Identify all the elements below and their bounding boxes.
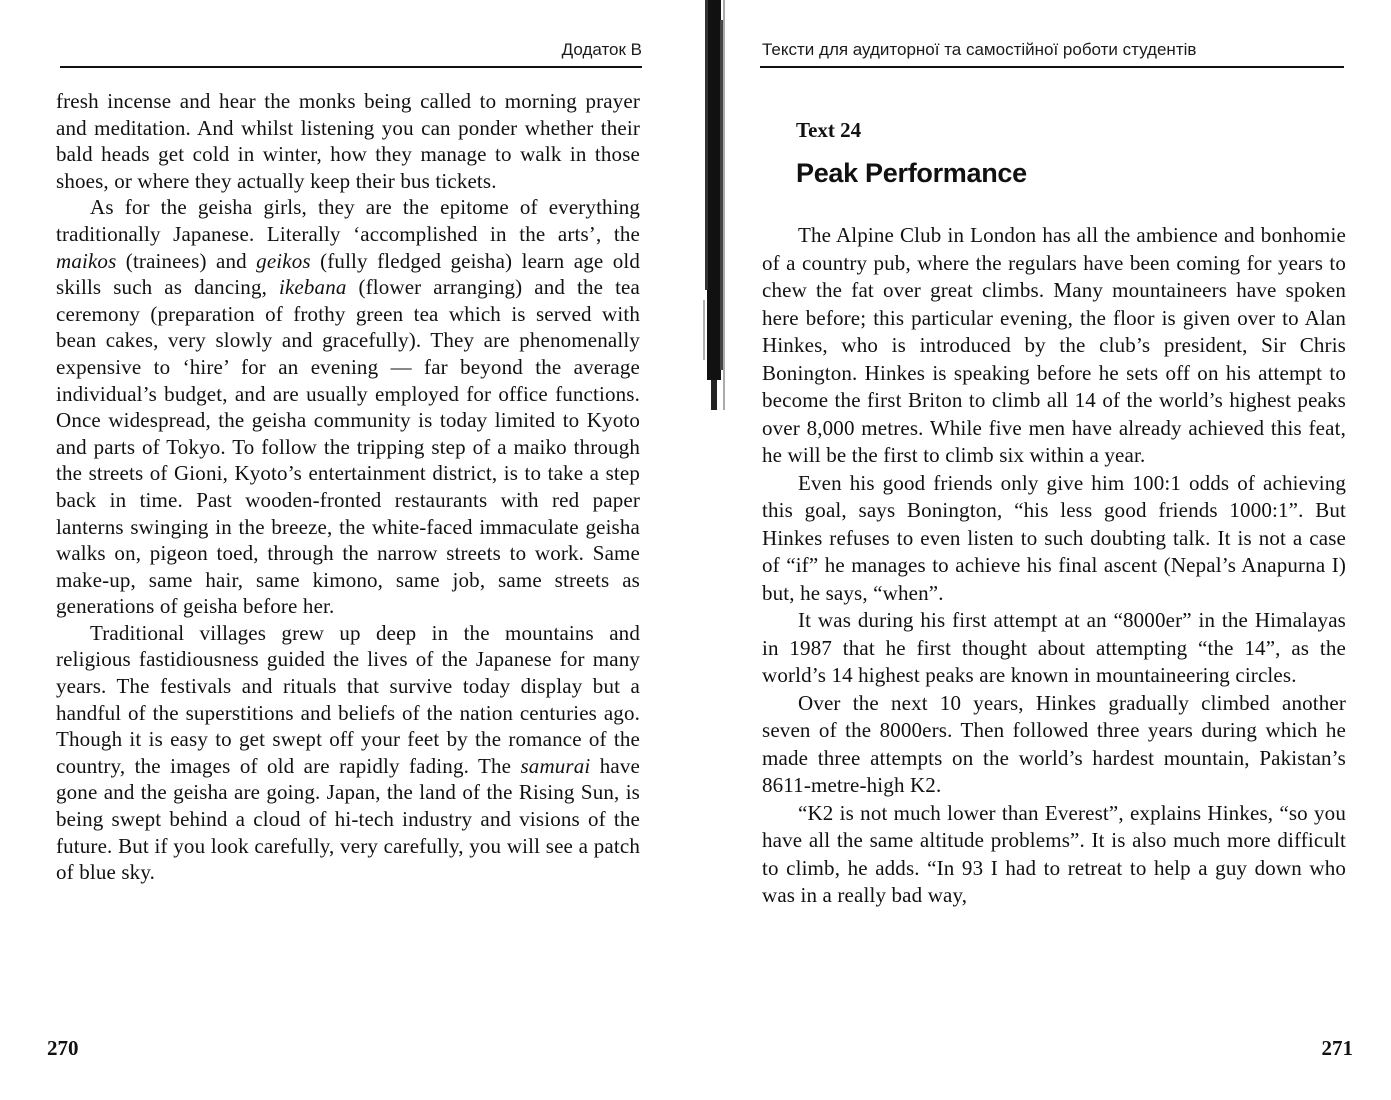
italic-term: maikos <box>56 248 117 273</box>
text-title: Peak Performance <box>796 158 1027 188</box>
text-run: (fully fledged geisha) learn age old skills such as dancing, <box>56 248 640 300</box>
paragraph: Even his good friends only give him 100:1 odds of achieving this goal, says Bonington, “his less good friends 1000:1”. But Hinkes refuses to even listen to such doubting talk. It is not a case of “if” he manages to achieve his final ascent (Nepal’s Anapurna I) but, he says, “when”. <box>762 470 1346 605</box>
text-run: (flower arranging) and the tea ceremony (preparation of frothy green tea which is served with bean cakes, very slowly and gracefully). They are phenomenally expensive to ‘hire’ for an evening — far beyond the average individual’s budget, and are usually employed for office functions. Once widespread, the geisha community is today limited to Kyoto and parts of Tokyo. To follow the tripping step of a maiko through the streets of Gioni, Kyoto’s entertainment district, is to take a step back in time. Past wooden-fronted restaurants with red paper lanterns swinging in the breeze, the white-faced immaculate geisha walks on, pigeon toed, through the narrow streets to work. Same make-up, same hair, same kimono, same job, same streets as generations of geisha before her. <box>56 275 640 619</box>
text-run: Traditional villages grew up deep in the mountains and religious fastidiousness guided the lives of the Japanese for many years. The festivals and rituals that survive today display but a handful of the superstitions and beliefs of the nation centuries ago. Though it is easy to get swept off your feet by the romance of the country, the images of old are rapidly fading. The <box>56 620 640 778</box>
text-run: have gone and the geisha are going. Japan, the land of the Rising Sun, is being swept behind a cloud of hi-tech industry and visions of the future. But if you look carefully, very carefully, you will see a patch of blue sky. <box>56 753 640 885</box>
paragraph <box>56 620 640 886</box>
italic-term: geikos <box>256 248 311 273</box>
text-run: As for the geisha girls, they are the epitome of everything traditionally Japanese. Literally ‘accomplished in the arts’, the <box>56 195 640 246</box>
running-head-left: Додаток В <box>561 40 642 59</box>
header-rule-right <box>760 66 1344 68</box>
text-run: (trainees) and <box>116 248 257 273</box>
header-rule-left <box>60 66 642 68</box>
paragraph <box>56 88 640 194</box>
text-run: fresh incense and hear the monks being called to morning prayer and meditation. And whilst listening you can ponder whether their bald heads get cold in winter, how they manage to walk in those shoes, or where they actually keep their bus tickets. <box>56 89 640 193</box>
italic-term: samurai <box>520 753 591 778</box>
page-number-right: 271 <box>1321 1036 1353 1060</box>
text-number: Text 24 <box>796 118 862 142</box>
paragraph: It was during his first attempt at an “8000er” in the Himalayas in 1987 that he first thought about attempting “the 14”, as the world’s 14 highest peaks are known in mountaineering circles. <box>762 608 1346 687</box>
paragraph <box>56 194 640 620</box>
italic-term: ikebana <box>278 275 347 300</box>
right-page <box>700 0 1391 1100</box>
page-number-left: 270 <box>47 1036 79 1060</box>
running-head-right: Тексти для аудиторної та самостійної роботи студентів <box>762 40 1197 59</box>
left-body-text <box>56 88 640 886</box>
paragraph: “K2 is not much lower than Everest”, explains Hinkes, “so you have all the same altitude problems”. It is also much more difficult to climb, he adds. “In 93 I had to retreat to help a guy down who was in a really bad way, <box>762 800 1346 907</box>
right-body-text <box>762 222 1346 910</box>
paragraph: The Alpine Club in London has all the ambience and bonhomie of a country pub, where the regulars have been coming for years to chew the fat over great climbs. Many mountaineers have spoken here before; this particular evening, the floor is given over to Alan Hinkes, who is introduced by the club’s president, Sir Chris Bonington. Hinkes is speaking before he sets off on his attempt to become the first Briton to climb all 14 of the world’s highest peaks over 8,000 metres. While five men have already achieved this feat, he will be the first to climb six within a year. <box>762 223 1346 467</box>
paragraph: Over the next 10 years, Hinkes gradually climbed another seven of the 8000ers. Then followed three years during which he made three attempts on the world’s hardest mountain, Pakistan’s 8611-metre-high K2. <box>762 690 1346 797</box>
